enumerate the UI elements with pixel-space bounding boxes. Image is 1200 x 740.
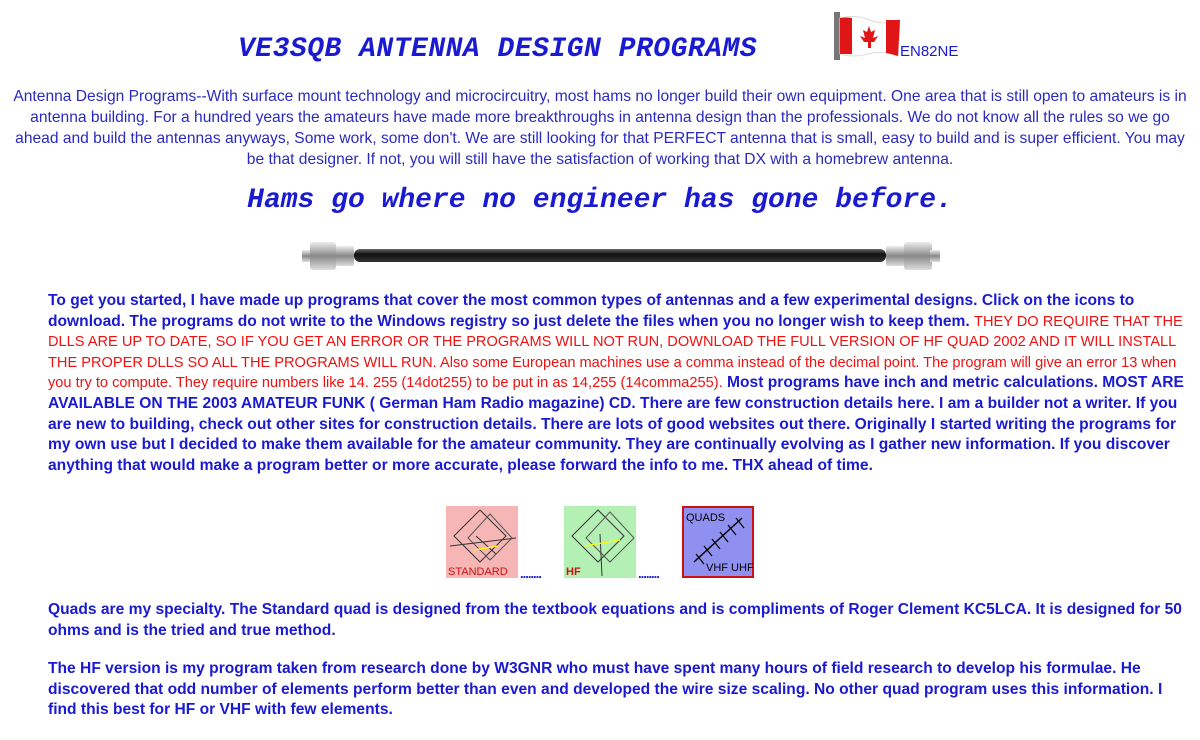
page-title: VE3SQB ANTENNA DESIGN PROGRAMS (238, 34, 758, 65)
vhf-uhf-quad-download-icon[interactable] (682, 506, 754, 578)
dll-warning: THEY DO REQUIRE THAT THE DLLS ARE UP TO DATE, SO IF YOU GET AN ERROR OR THE PROGRAMS WILL NOT RUN, DOWNLOAD THE FULL VERSION OF HF QUAD 2002 AND IT WILL INSTALL THE PROPER DLLS SO ALL THE PROGRAMS WILL RUN. Also some European machines use a comma instead of the decimal point. The program will give an error 13 when you try to compute. They require numbers like 14. 255 (14dot255) to be put in as 14,255 (14comma255). (48, 313, 1183, 392)
separator-dots: ........ (638, 566, 659, 581)
hf-quad-download-icon[interactable] (564, 506, 636, 578)
quads-paragraph: Quads are my specialty. The Standard quad is designed from the textbook equations and is compliments of Roger Clement KC5LCA. It is designed for 50 ohms and is the tried and true method. (48, 601, 1182, 639)
vhf-uhf-label: VHF UHF (706, 562, 754, 574)
hf-paragraph: The HF version is my program taken from research done by W3GNR who must have spent many hours of field research to develop his formulae. He discovered that odd number of elements perform better than even and developed the wire size scaling. No other quad program uses this information. I find this best for HF or VHF with few elements. (48, 660, 1163, 719)
standard-quad-download-icon[interactable] (446, 506, 518, 578)
intro-paragraph: Antenna Design Programs--With surface mount technology and microcircuitry, most hams no longer build their own equipment. One area that is still open to amateurs is in antenna building. For a hundred years the amateurs have made more breakthroughs in antenna design than the professionals. We do not know all the rules so we go ahead and build the antennas anyways, Some work, some don't. We are still looking for that PERFECT antenna that is small, easy to build and is super efficient. You may be that designer. If not, you will still have the satisfaction of working that DX with a homebrew antenna. (13, 88, 1187, 168)
grid-locator: EN82NE (900, 43, 959, 60)
slogan-heading: Hams go where no engineer has gone before. (247, 185, 953, 216)
program-details: Most programs have inch and metric calculations. MOST ARE AVAILABLE ON THE 2003 AMATEUR FUNK ( German Ham Radio magazine) CD. There are few construction details here. I am a builder not a writer. If you are new to building, check out other sites for construction details. There are lots of good websites out there. Originally I started writing the programs for my own use but I decided to make them available for the amateur community. They are continually evolving as I gather new information. If you discover anything that would make a program better or more accurate, please forward the info to me. THX ahead of time. (48, 374, 1184, 474)
canada-flag-icon (834, 12, 900, 60)
intro-instructions: To get you started, I have made up programs that cover the most common types of antennas and a few experimental designs. Click on the icons to download. The programs do not write to the Windows registry so just delete the files when you no longer wish to keep them. (48, 292, 1135, 330)
header (0, 10, 1200, 76)
quads-label: QUADS (686, 512, 726, 524)
coax-cable-divider-icon (300, 236, 942, 276)
download-icons (446, 506, 766, 582)
standard-label: STANDARD (448, 566, 508, 578)
hf-label: HF (566, 566, 581, 578)
main-description (48, 291, 1190, 476)
separator-dots: ........ (520, 566, 541, 581)
